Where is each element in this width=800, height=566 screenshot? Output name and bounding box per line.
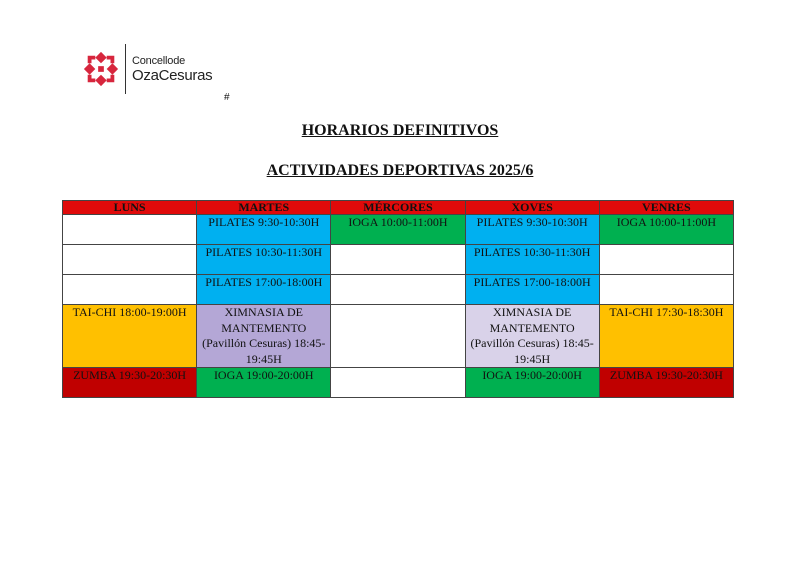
table-cell: PILATES 17:00-18:00H bbox=[465, 275, 599, 305]
table-cell: PILATES 10:30-11:30H bbox=[197, 245, 331, 275]
header-xoves: XOVES bbox=[465, 201, 599, 215]
header-martes: MARTES bbox=[197, 201, 331, 215]
table-row bbox=[63, 245, 734, 275]
header-luns: LUNS bbox=[63, 201, 197, 215]
table-cell: ZUMBA 19:30-20:30H bbox=[599, 368, 733, 398]
table-row bbox=[63, 215, 734, 245]
document-title: HORARIOS DEFINITIVOS bbox=[301, 122, 499, 139]
logo-divider bbox=[125, 44, 126, 94]
table-row bbox=[63, 368, 734, 398]
table-cell bbox=[331, 368, 465, 398]
header-mercores: MÉRCORES bbox=[331, 201, 465, 215]
table-cell: IOGA 19:00-20:00H bbox=[465, 368, 599, 398]
header-venres: VENRES bbox=[599, 201, 733, 215]
table-cell bbox=[63, 275, 197, 305]
table-cell: XIMNASIA DE MANTEMENTO (Pavillón Cesuras) 18:45-19:45H bbox=[465, 305, 599, 368]
logo-line2: OzaCesuras bbox=[132, 66, 213, 84]
table-cell: PILATES 9:30-10:30H bbox=[465, 215, 599, 245]
table-cell: IOGA 19:00-20:00H bbox=[197, 368, 331, 398]
table-cell bbox=[331, 305, 465, 368]
table-cell bbox=[63, 215, 197, 245]
table-cell: TAI-CHI 17:30-18:30H bbox=[599, 305, 733, 368]
document-subtitle: ACTIVIDADES DEPORTIVAS 2025/6 bbox=[266, 162, 534, 179]
schedule-table bbox=[62, 200, 734, 398]
table-cell: XIMNASIA DE MANTEMENTO (Pavillón Cesuras) 18:45-19:45H bbox=[197, 305, 331, 368]
table-cell bbox=[331, 275, 465, 305]
table-cell bbox=[63, 245, 197, 275]
table-row bbox=[63, 305, 734, 368]
table-cell: PILATES 9:30-10:30H bbox=[197, 215, 331, 245]
table-cell bbox=[599, 275, 733, 305]
table-cell bbox=[599, 245, 733, 275]
table-row bbox=[63, 275, 734, 305]
table-cell bbox=[331, 245, 465, 275]
header-row bbox=[63, 201, 734, 215]
table-cell: ZUMBA 19:30-20:30H bbox=[63, 368, 197, 398]
council-logo bbox=[82, 44, 212, 94]
table-cell: PILATES 17:00-18:00H bbox=[197, 275, 331, 305]
council-emblem-icon bbox=[82, 50, 120, 88]
hash-mark: # bbox=[224, 92, 230, 103]
table-cell: PILATES 10:30-11:30H bbox=[465, 245, 599, 275]
logo-line1: Concellode bbox=[132, 54, 186, 67]
table-cell: IOGA 10:00-11:00H bbox=[331, 215, 465, 245]
table-cell: TAI-CHI 18:00-19:00H bbox=[63, 305, 197, 368]
table-cell: IOGA 10:00-11:00H bbox=[599, 215, 733, 245]
